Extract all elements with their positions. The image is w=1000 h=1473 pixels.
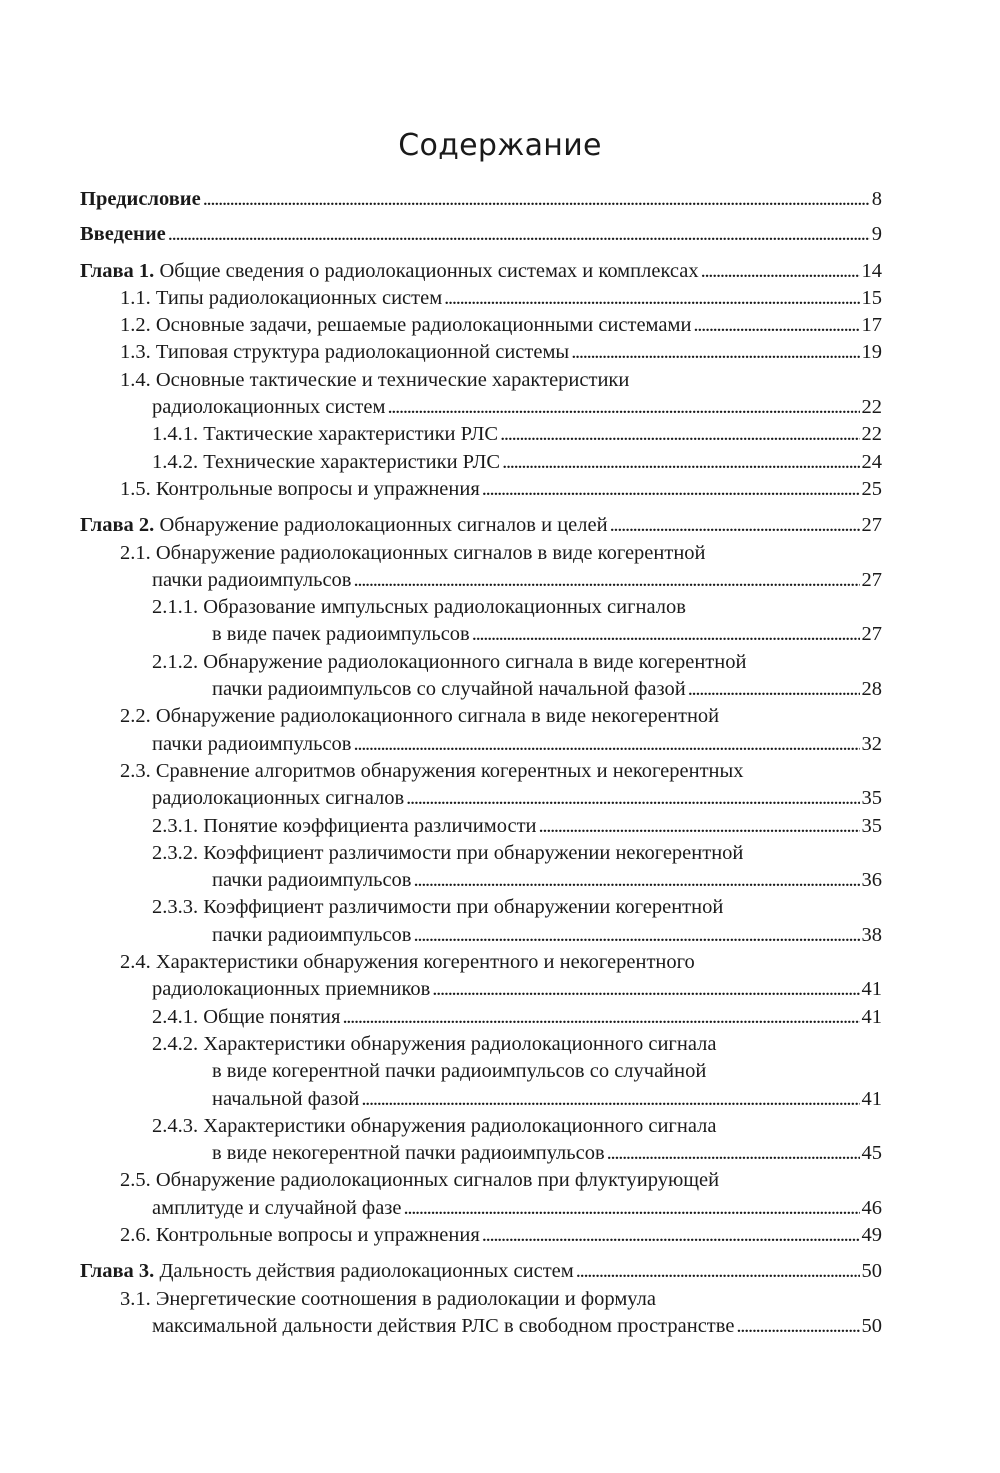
- toc-page-number: 19: [861, 341, 882, 364]
- toc-entry-title: 1.4.1. Тактические характеристики РЛС: [152, 423, 499, 446]
- toc-leader-dots: [414, 922, 860, 949]
- toc-section-entry[interactable]: [80, 1222, 882, 1249]
- toc-entry-title: радиолокационных сигналов: [152, 787, 405, 810]
- toc-page-number: 27: [861, 568, 882, 591]
- toc-entry-title: пачки радиоимпульсов: [212, 869, 412, 892]
- toc-leader-dots: [342, 1004, 859, 1031]
- toc-chapter-label: Глава 2.: [80, 514, 155, 537]
- toc-subsection-entry[interactable]: [80, 449, 882, 476]
- toc-chapter-entry[interactable]: [80, 258, 882, 285]
- toc-entry-title: 2.3.1. Понятие коэффициента различимости: [152, 814, 537, 837]
- toc-entry-title: 2.4.1. Общие понятия: [152, 1005, 341, 1028]
- toc-entry-line: 2.3.3. Коэффициент различимости при обнаружении когерентной: [152, 896, 724, 919]
- toc-page-number: 22: [861, 396, 882, 419]
- toc-page-number: 15: [861, 286, 882, 309]
- toc-leader-dots: [482, 1222, 860, 1249]
- toc-entry-title: [80, 186, 201, 213]
- toc-leader-dots: [432, 976, 859, 1003]
- toc-subsection-entry[interactable]: [80, 421, 882, 448]
- toc-page-number: 27: [861, 623, 882, 646]
- toc-section-entry[interactable]: [80, 367, 882, 422]
- toc-page-number: 50: [861, 1314, 882, 1337]
- toc-chapter-title: Дальность действия радиолокационных систем: [154, 1260, 574, 1283]
- toc-entry-title: 1.3. Типовая структура радиолокационной системы: [120, 341, 570, 364]
- toc-leader-dots: [500, 421, 859, 448]
- toc-entry-title: 1.1. Типы радиолокационных систем: [120, 286, 443, 309]
- toc-page-number: 41: [861, 1005, 882, 1028]
- toc-subsection-entry[interactable]: [80, 594, 882, 649]
- toc-subsection-entry[interactable]: [80, 813, 882, 840]
- toc-leader-dots: [444, 285, 859, 312]
- toc-section-entry[interactable]: [80, 949, 882, 1004]
- toc-entry-line: в виде когерентной пачки радиоимпульсов со случайной: [212, 1060, 707, 1083]
- toc-entry-line: 2.4.3. Характеристики обнаружения радиолокационного сигнала: [152, 1114, 717, 1137]
- table-of-contents: [80, 186, 882, 1340]
- toc-subsection-entry[interactable]: [80, 649, 882, 704]
- toc-entry-title: пачки радиоимпульсов: [212, 923, 412, 946]
- toc-chapter-label: Глава 3.: [80, 1260, 155, 1283]
- toc-entry-line: 2.4.2. Характеристики обнаружения радиолокационного сигнала: [152, 1032, 717, 1055]
- toc-leader-dots: [203, 186, 870, 213]
- toc-page-number: 41: [861, 1087, 882, 1110]
- toc-entry-title: [80, 221, 166, 248]
- toc-entry-title: 1.4.2. Технические характеристики РЛС: [152, 450, 501, 473]
- toc-page-number: 41: [861, 978, 882, 1001]
- toc-section-entry[interactable]: [80, 703, 882, 758]
- toc-entry-title: в виде пачек радиоимпульсов: [212, 623, 470, 646]
- toc-leader-dots: [414, 867, 860, 894]
- toc-entry-title: начальной фазой: [212, 1087, 360, 1110]
- toc-leader-dots: [502, 449, 859, 476]
- toc-page-number: 22: [861, 423, 882, 446]
- toc-subsection-entry[interactable]: [80, 840, 882, 895]
- toc-leader-dots: [387, 394, 859, 421]
- toc-leader-dots: [701, 258, 860, 285]
- toc-page-number: 49: [861, 1223, 882, 1246]
- toc-entry-line: 2.4. Характеристики обнаружения когерентного и некогерентного: [120, 951, 695, 974]
- toc-page-number: 27: [861, 514, 882, 537]
- toc-chapter-entry[interactable]: [80, 512, 882, 539]
- toc-leader-dots: [361, 1086, 859, 1113]
- toc-entry-title: радиолокационных систем: [152, 396, 386, 419]
- toc-leader-dots: [576, 1258, 860, 1285]
- toc-section-entry[interactable]: [80, 312, 882, 339]
- toc-leader-dots: [406, 785, 859, 812]
- toc-section-entry[interactable]: [80, 339, 882, 366]
- toc-section-entry[interactable]: [80, 540, 882, 595]
- toc-section-entry[interactable]: [80, 1286, 882, 1341]
- toc-page-number: 32: [861, 732, 882, 755]
- toc-page-number: 36: [861, 869, 882, 892]
- toc-page-number: 8: [871, 188, 882, 210]
- toc-entry-title: радиолокационных приемников: [152, 978, 431, 1001]
- toc-entry-title: [80, 512, 608, 539]
- toc-chapter-label: Введение: [80, 223, 166, 246]
- toc-chapter-label: Глава 1.: [80, 259, 155, 282]
- toc-entry-line: 2.3. Сравнение алгоритмов обнаружения когерентных и некогерентных: [120, 759, 744, 782]
- toc-leader-dots: [610, 512, 860, 539]
- toc-chapter-label: Предисловие: [80, 188, 201, 210]
- toc-entry-line: 2.2. Обнаружение радиолокационного сигнала в виде некогерентной: [120, 705, 720, 728]
- toc-leader-dots: [539, 813, 860, 840]
- toc-leader-dots: [688, 676, 860, 703]
- toc-chapter-entry[interactable]: [80, 221, 882, 248]
- toc-page-number: 50: [861, 1260, 882, 1283]
- toc-entry-title: пачки радиоимпульсов со случайной начальной фазой: [212, 678, 686, 701]
- toc-subsection-entry[interactable]: [80, 1031, 882, 1113]
- toc-page-number: 9: [871, 223, 882, 246]
- toc-entry-line: 3.1. Энергетические соотношения в радиолокации и формула: [120, 1287, 656, 1310]
- page-title: Содержание: [398, 128, 602, 163]
- toc-page-number: 14: [861, 259, 882, 282]
- toc-entry-title: пачки радиоимпульсов: [152, 568, 352, 591]
- toc-page-number: 28: [861, 678, 882, 701]
- toc-section-entry[interactable]: [80, 758, 882, 813]
- toc-page-number: 45: [861, 1142, 882, 1165]
- toc-page-number: 35: [861, 814, 882, 837]
- toc-entry-title: пачки радиоимпульсов: [152, 732, 352, 755]
- toc-section-entry[interactable]: [80, 476, 882, 503]
- toc-leader-dots: [472, 621, 860, 648]
- toc-page-number: 46: [861, 1196, 882, 1219]
- toc-page-number: 24: [861, 450, 882, 473]
- toc-page-number: 25: [861, 477, 882, 500]
- toc-leader-dots: [693, 312, 859, 339]
- toc-leader-dots: [607, 1140, 860, 1167]
- toc-leader-dots: [354, 731, 860, 758]
- toc-entry-title: в виде некогерентной пачки радиоимпульсов: [212, 1142, 605, 1165]
- toc-entry-title: 2.6. Контрольные вопросы и упражнения: [120, 1223, 480, 1246]
- toc-page-number: 17: [861, 314, 882, 337]
- toc-entry-title: 1.5. Контрольные вопросы и упражнения: [120, 477, 480, 500]
- toc-subsection-entry[interactable]: [80, 894, 882, 949]
- toc-chapter-title: Общие сведения о радиолокационных системах и комплексах: [154, 259, 699, 282]
- toc-chapter-entry[interactable]: [80, 186, 882, 213]
- toc-chapter-title: Обнаружение радиолокационных сигналов и целей: [154, 514, 608, 537]
- toc-entry-title: максимальной дальности действия РЛС в свободном пространстве: [152, 1314, 735, 1337]
- toc-leader-dots: [571, 339, 859, 366]
- toc-leader-dots: [404, 1195, 860, 1222]
- toc-entry-title: 1.2. Основные задачи, решаемые радиолокационными системами: [120, 314, 692, 337]
- toc-section-entry[interactable]: [80, 285, 882, 312]
- toc-leader-dots: [482, 476, 860, 503]
- toc-entry-line: 2.3.2. Коэффициент различимости при обнаружении некогерентной: [152, 841, 744, 864]
- toc-leader-dots: [354, 567, 860, 594]
- toc-entry-line: 2.1. Обнаружение радиолокационных сигналов в виде когерентной: [120, 541, 706, 564]
- toc-page-number: 35: [861, 787, 882, 810]
- toc-entry-line: 2.1.1. Образование импульсных радиолокационных сигналов: [152, 596, 686, 619]
- toc-entry-title: [80, 1258, 574, 1285]
- toc-entry-title: амплитуде и случайной фазе: [152, 1196, 402, 1219]
- toc-entry-line: 2.1.2. Обнаружение радиолокационного сигнала в виде когерентной: [152, 650, 747, 673]
- toc-subsection-entry[interactable]: [80, 1113, 882, 1168]
- toc-subsection-entry[interactable]: [80, 1004, 882, 1031]
- toc-chapter-entry[interactable]: [80, 1258, 882, 1285]
- toc-entry-line: 1.4. Основные тактические и технические характеристики: [120, 368, 630, 391]
- toc-entry-title: [80, 258, 699, 285]
- toc-page-number: 38: [861, 923, 882, 946]
- toc-leader-dots: [168, 221, 870, 248]
- toc-section-entry[interactable]: [80, 1167, 882, 1222]
- toc-entry-line: 2.5. Обнаружение радиолокационных сигналов при флуктуирующей: [120, 1169, 720, 1192]
- toc-leader-dots: [736, 1313, 859, 1340]
